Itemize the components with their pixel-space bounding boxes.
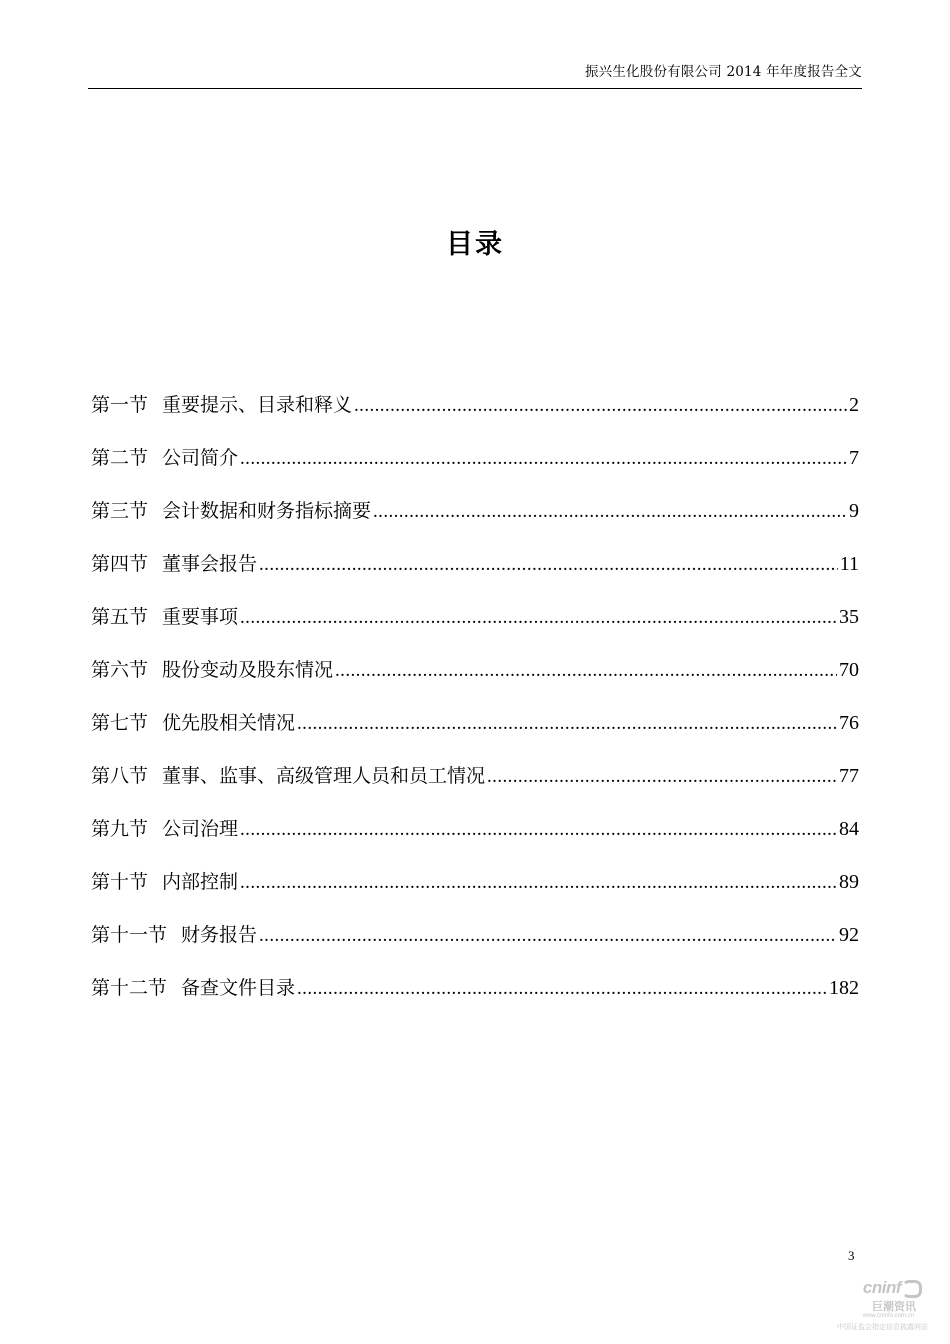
page-number: 3 [848,1248,855,1263]
toc-page-number: 11 [839,553,859,575]
toc-section-label: 第八节 [91,765,149,787]
toc-dot-leader [240,866,837,900]
toc-entry[interactable] [91,547,859,600]
running-header [88,62,862,89]
toc-entry[interactable] [91,600,859,653]
toc-entry-title: 重要事项 [162,606,239,628]
toc-dot-leader [240,442,847,476]
watermark-logo [863,1278,922,1298]
toc-page-number: 182 [829,977,859,999]
toc-entry-title: 优先股相关情况 [162,712,296,734]
toc-page-number: 92 [839,924,859,946]
toc-entry-title: 股份变动及股东情况 [162,659,334,681]
toc-entry[interactable] [91,918,859,971]
toc-section-label: 第六节 [91,659,149,681]
toc-section-label: 第十节 [91,871,149,893]
toc-section-label: 第四节 [91,553,149,575]
toc-entry[interactable] [91,706,859,759]
toc-page-number: 76 [839,712,859,734]
toc-dot-leader [373,495,847,529]
toc-page-number: 7 [849,447,859,469]
running-header-title: 振兴生化股份有限公司 2014 年年度报告全文 [584,64,862,80]
watermark-chinese-name: 巨潮资讯 [872,1300,916,1313]
toc-entry-title: 公司简介 [162,447,239,469]
toc-dot-leader [259,548,838,582]
toc-page-number: 70 [839,659,859,681]
toc-section-label: 第五节 [91,606,149,628]
toc-page-number: 77 [839,765,859,787]
toc-entry[interactable] [91,653,859,706]
toc-entry-title: 备查文件目录 [181,977,296,999]
toc-entry[interactable] [91,812,859,865]
toc-dot-leader [335,654,837,688]
toc-entry-title: 重要提示、目录和释义 [162,394,353,416]
toc-section-label: 第一节 [91,394,149,416]
toc-section-label: 第十二节 [91,977,168,999]
toc-section-label: 第七节 [91,712,149,734]
toc-page-number: 35 [839,606,859,628]
toc-section-label: 第九节 [91,818,149,840]
toc-page-number: 89 [839,871,859,893]
toc-dot-leader [240,813,837,847]
toc-section-label: 第二节 [91,447,149,469]
toc-entry-title: 内部控制 [162,871,239,893]
page-title: 目录 [446,229,504,260]
toc-entry-title: 公司治理 [162,818,239,840]
toc-entry[interactable] [91,971,859,1024]
toc-dot-leader [297,972,827,1006]
toc-entry[interactable] [91,441,859,494]
watermark-logo-text: cninf [862,1278,901,1297]
table-of-contents [91,388,859,1024]
toc-dot-leader [259,919,837,953]
toc-entry[interactable] [91,388,859,441]
watermark-url: www.cninfo.com.cn [862,1313,914,1319]
toc-dot-leader [354,389,847,423]
toc-entry-title: 财务报告 [181,924,258,946]
toc-dot-leader [297,707,837,741]
toc-entry-title: 会计数据和财务指标摘要 [162,500,372,522]
toc-entry[interactable] [91,494,859,547]
toc-entry[interactable] [91,865,859,918]
cninfo-watermark [838,1278,938,1338]
toc-entry-title: 董事、监事、高级管理人员和员工情况 [162,765,486,787]
toc-dot-leader [240,601,837,635]
watermark-org: 中国证监会指定信息披露网站 [837,1323,928,1331]
toc-page-number: 9 [849,500,859,522]
toc-page-number: 2 [849,394,859,416]
toc-dot-leader [487,760,837,794]
toc-section-label: 第十一节 [91,924,168,946]
toc-entry-title: 董事会报告 [162,553,258,575]
cninfo-logo-icon [902,1280,922,1298]
toc-entry[interactable] [91,759,859,812]
toc-section-label: 第三节 [91,500,149,522]
toc-page-number: 84 [839,818,859,840]
